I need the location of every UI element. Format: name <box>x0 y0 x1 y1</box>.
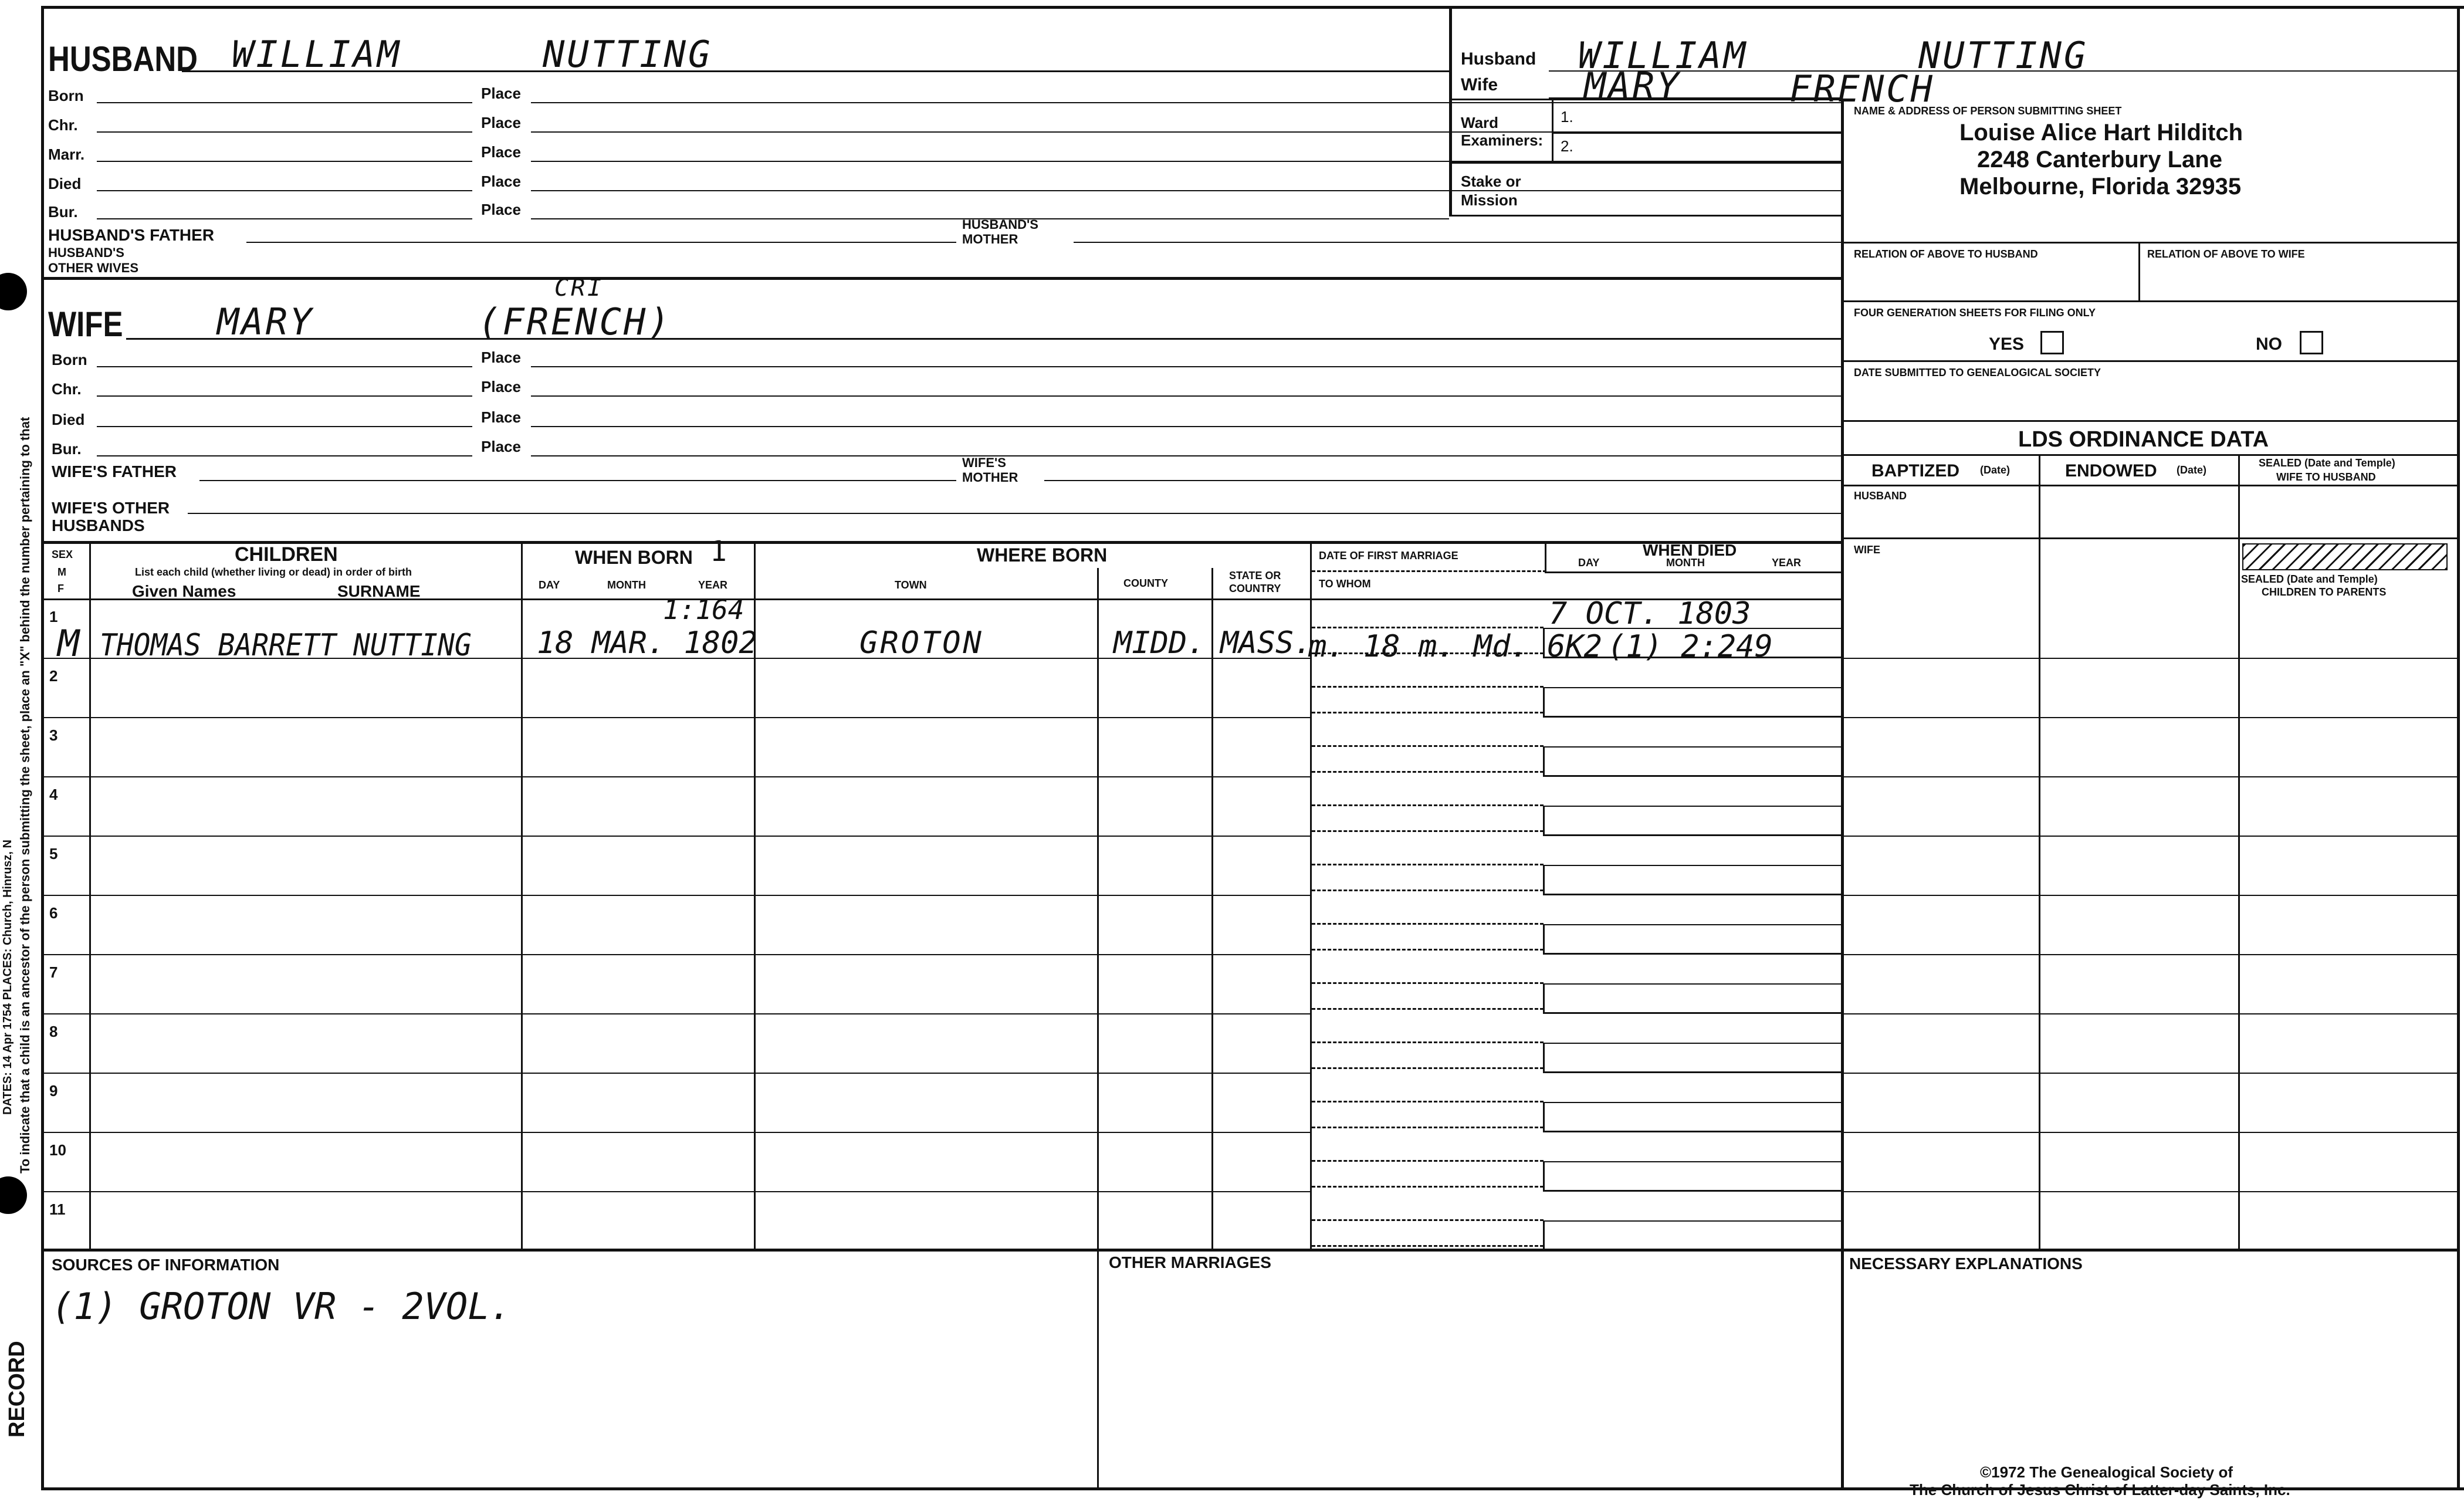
wife-chr-label: Chr. <box>52 380 82 398</box>
fourgen-label: FOUR GENERATION SHEETS FOR FILING ONLY <box>1854 307 2096 319</box>
wife-mother-line <box>1044 480 1842 481</box>
husband-section-end <box>41 277 1842 280</box>
ward-line-mid <box>1552 133 1842 134</box>
header-husband-given: WILLIAM <box>1578 34 1748 77</box>
lds-endowed-date: (Date) <box>2177 464 2207 476</box>
wife-other-husbands-line <box>188 513 1842 514</box>
sex-m: M <box>57 566 66 578</box>
lds-endowed: ENDOWED <box>2065 461 2157 481</box>
born-year-label: YEAR <box>698 579 728 591</box>
wife-place-label: Place <box>481 408 521 426</box>
wife-label: WIFE <box>48 305 123 344</box>
wife-father-label: WIFE'S FATHER <box>52 462 177 481</box>
lds-sealed-wife-2: WIFE TO HUSBAND <box>2276 471 2376 483</box>
submitter-name: Louise Alice Hart Hilditch <box>1959 120 2243 146</box>
died-top-line <box>1543 1161 1841 1162</box>
husband-label: HUSBAND <box>48 39 198 79</box>
submitter-label: NAME & ADDRESS OF PERSON SUBMITTING SHEET <box>1854 105 2122 117</box>
marriage-date-dash <box>1312 923 1544 925</box>
header-wife-label: Wife <box>1461 75 1498 94</box>
lds-top <box>1842 420 2458 422</box>
lds-husband-label: HUSBAND <box>1854 490 1907 502</box>
died-bracket-vertical <box>1543 1161 1545 1191</box>
husband-given-name: WILLIAM <box>232 33 402 76</box>
wife-event-date-line <box>97 395 472 397</box>
stake-label-1: Stake or <box>1461 173 1521 190</box>
wife-place-line <box>531 455 1842 456</box>
marriage-date-dash <box>1312 627 1544 628</box>
no-checkbox[interactable] <box>2300 331 2323 354</box>
wife-surname: (FRENCH) <box>478 300 672 343</box>
wife-father-line <box>199 480 956 481</box>
wife-place-line <box>531 366 1842 367</box>
born-month-label: MONTH <box>607 579 646 591</box>
sex-f: F <box>57 583 64 594</box>
marriage-date-dash <box>1312 864 1544 865</box>
child-row-number: 2 <box>49 667 58 685</box>
husband-event-date-line <box>97 102 472 103</box>
died-day-label: DAY <box>1578 557 1600 569</box>
lds-col-1 <box>2039 454 2040 1249</box>
given-names-label: Given Names <box>132 582 236 600</box>
state-label-1: STATE OR <box>1229 570 1281 581</box>
husband-other-wives-2: OTHER WIVES <box>48 261 139 275</box>
husband-chr-label: Chr. <box>48 116 78 134</box>
husband-bur-label: Bur. <box>48 203 78 221</box>
sources-text: (1) GROTON VR - 2VOL. <box>52 1285 512 1328</box>
copyright-1: ©1972 The Genealogical Society of <box>1980 1463 2233 1481</box>
header-ward-top <box>1449 99 1842 100</box>
died-bracket-line <box>1543 1190 1841 1192</box>
lds-baptized-date: (Date) <box>1980 464 2011 476</box>
table-row-line <box>41 1073 1311 1074</box>
husband-event-date-line <box>97 190 472 191</box>
marriage-spouse-dash <box>1312 890 1544 891</box>
submitter-street: 2248 Canterbury Lane <box>1977 147 2222 173</box>
marriage-date-dash <box>1312 1219 1544 1221</box>
died-top-line <box>1543 806 1841 807</box>
ward-divider <box>1552 100 1553 161</box>
lds-wife-top <box>1842 537 2458 539</box>
lds-row-line <box>1842 717 2458 718</box>
child-row-number: 7 <box>49 963 58 981</box>
died-bracket-vertical <box>1543 1043 1545 1073</box>
marriage-date-dash <box>1312 982 1544 984</box>
lds-sealed-wife-1: SEALED (Date and Temple) <box>2259 457 2395 469</box>
died-bracket-line <box>1543 1071 1841 1073</box>
marriage-date-dash <box>1312 1160 1544 1162</box>
child-row-number: 11 <box>49 1200 66 1218</box>
table-row-line <box>41 954 1311 955</box>
child-row-number: 4 <box>49 786 58 803</box>
died-bracket-line <box>1543 1131 1841 1132</box>
died-bracket-line <box>1543 834 1841 836</box>
child-row-number: 3 <box>49 726 58 744</box>
wife-bur-label: Bur. <box>52 440 82 458</box>
relation-top <box>1842 242 2458 243</box>
wife-event-date-line <box>97 426 472 427</box>
husband-place-label: Place <box>481 173 521 190</box>
table-row-line <box>41 717 1311 718</box>
stake-label-2: Mission <box>1461 191 1518 209</box>
marriage-spouse-dash <box>1312 1186 1544 1188</box>
header-husband-surname: NUTTING <box>1918 34 2089 77</box>
explanations-label: NECESSARY EXPLANATIONS <box>1849 1254 2083 1273</box>
first-marriage-dash <box>1312 570 1546 572</box>
bottom-section-top <box>41 1249 2458 1252</box>
died-bracket-vertical <box>1543 746 1545 776</box>
margin-dates: DATES: 14 Apr 1754 PLACES: Church, Hinrusz, N <box>1 840 14 1115</box>
children-note: List each child (whether living or dead) in order of birth <box>135 566 412 578</box>
lds-sealed-children-2: CHILDREN TO PARENTS <box>2262 586 2387 598</box>
marriage-spouse-dash <box>1312 1067 1544 1069</box>
child-row-number: 9 <box>49 1082 58 1100</box>
marriage-date-dash <box>1312 686 1544 688</box>
marriage-date-dash <box>1312 745 1544 747</box>
husband-born-label: Born <box>48 87 84 104</box>
died-bracket-line <box>1543 775 1841 777</box>
wife-place-label: Place <box>481 378 521 395</box>
died-top-line <box>1543 1220 1841 1222</box>
died-year-label: YEAR <box>1772 557 1802 569</box>
wife-given-name: MARY <box>217 300 314 343</box>
table-row-line <box>41 1132 1311 1133</box>
copyright-2: The Church of Jesus Christ of Latter-day Saints, Inc. <box>1910 1481 2290 1499</box>
header-wife-given: MARY <box>1584 65 1681 107</box>
col-county-right <box>1211 568 1213 1249</box>
wife-annotation: CRI <box>554 275 604 302</box>
yes-label: YES <box>1989 334 2025 354</box>
table-row-line <box>41 836 1311 837</box>
husband-event-date-line <box>97 218 472 219</box>
husband-mother-line <box>1074 242 1842 243</box>
yes-checkbox[interactable] <box>2040 331 2064 354</box>
died-top-line <box>1543 983 1841 985</box>
relation-husband-label: RELATION OF ABOVE TO HUSBAND <box>1854 248 2038 260</box>
lds-sealed-children-1: SEALED (Date and Temple) <box>2241 573 2378 585</box>
header-box-left <box>1449 6 1452 216</box>
town-label: TOWN <box>895 579 927 591</box>
date-submitted-label: DATE SUBMITTED TO GENEALOGICAL SOCIETY <box>1854 367 2101 378</box>
died-bracket-line <box>1543 716 1841 718</box>
child-1-name: THOMAS BARRETT NUTTING <box>100 628 472 663</box>
wife-place-line <box>531 426 1842 427</box>
husband-place-label: Place <box>481 114 521 131</box>
ward-examiner-1: 1. <box>1561 108 1573 126</box>
child-1-born-ref: 1:164 <box>663 594 744 625</box>
lds-baptized: BAPTIZED <box>1871 461 1959 481</box>
sources-label: SOURCES OF INFORMATION <box>52 1256 280 1274</box>
husband-event-date-line <box>97 161 472 162</box>
wife-mother-label-1: WIFE'S <box>962 455 1006 470</box>
right-column-divider <box>1841 99 1844 1489</box>
frame-top <box>41 6 2464 9</box>
died-bracket-line <box>1543 953 1841 955</box>
husband-surname: NUTTING <box>543 33 713 76</box>
punch-hole <box>0 273 27 310</box>
wife-event-date-line <box>97 366 472 367</box>
husband-place-line <box>531 190 1842 191</box>
died-bracket-vertical <box>1543 806 1545 836</box>
lds-row-line <box>1842 776 2458 777</box>
header-box-bottom <box>1449 215 1842 217</box>
marriage-spouse-dash <box>1312 1127 1544 1128</box>
lds-row-line <box>1842 658 2458 659</box>
datesub-top <box>1842 360 2458 362</box>
husband-father-line <box>246 242 956 243</box>
husband-place-label: Place <box>481 143 521 161</box>
ward-label-1: Ward <box>1461 114 1499 131</box>
husband-mother-label-2: MOTHER <box>962 232 1018 246</box>
died-bracket-vertical <box>1543 687 1545 717</box>
frame-left <box>41 6 44 1490</box>
margin-instruction: To indicate that a child is an ancestor of the person submitting the sheet, place an "X" behind the number pertaining to that <box>18 417 32 1173</box>
husband-died-label: Died <box>48 175 82 192</box>
sex-label: SEX <box>52 549 73 560</box>
husband-marr-label: Marr. <box>48 146 85 163</box>
marriage-spouse-dash <box>1312 830 1544 832</box>
when-born-note: 1 <box>710 535 729 568</box>
ward-examiner-2: 2. <box>1561 137 1573 155</box>
child-row-number: 5 <box>49 845 58 863</box>
header-husband-label: Husband <box>1461 49 1536 69</box>
child-row-number: 1 <box>49 608 58 625</box>
wife-place-label: Place <box>481 438 521 455</box>
lds-row-line <box>1842 1132 2458 1133</box>
husband-other-wives-1: HUSBAND'S <box>48 245 124 260</box>
ward-label-2: Examiners: <box>1461 131 1544 149</box>
relation-divider <box>2138 242 2140 300</box>
margin-record: RECORD <box>5 1341 29 1438</box>
surname-label: SURNAME <box>337 582 421 600</box>
child-1-county: MIDD. <box>1113 625 1206 661</box>
wife-place-line <box>531 395 1842 397</box>
lds-wife-label: WIFE <box>1854 544 1880 556</box>
lds-row-line <box>1842 1191 2458 1192</box>
frame-right <box>2457 6 2460 1490</box>
wife-other-husbands-2: HUSBANDS <box>52 516 145 535</box>
died-bracket-vertical <box>1543 924 1545 954</box>
table-row-line <box>41 1013 1311 1014</box>
lds-row-line <box>1842 895 2458 896</box>
wife-died-label: Died <box>52 411 85 428</box>
marriage-date-dash <box>1312 804 1544 806</box>
died-bracket-line <box>1543 894 1841 895</box>
child-1-born: 18 MAR. 1802 <box>537 625 757 661</box>
husband-place-label: Place <box>481 201 521 218</box>
col-marriage-right-head <box>1545 541 1546 571</box>
child-row-number: 8 <box>49 1023 58 1040</box>
marriage-spouse-dash <box>1312 949 1544 951</box>
col-town-right <box>1097 568 1099 1249</box>
hatched-area <box>2242 543 2448 570</box>
husband-place-label: Place <box>481 84 521 102</box>
husband-father-label: HUSBAND'S FATHER <box>48 226 215 244</box>
wife-born-label: Born <box>52 351 87 368</box>
when-died-head-line <box>1545 571 1841 573</box>
lds-row-line <box>1842 1073 2458 1074</box>
fourgen-top <box>1842 300 2458 302</box>
marriage-date-dash <box>1312 1041 1544 1043</box>
header-wife-surname: FRENCH <box>1789 67 1935 110</box>
table-row-line <box>41 776 1311 777</box>
table-row-line <box>41 1191 1311 1192</box>
died-top-line <box>1543 1043 1841 1044</box>
died-top-line <box>1543 924 1841 925</box>
when-died-label: WHEN DIED <box>1643 541 1737 559</box>
header-husband-line <box>1549 70 2458 72</box>
header-stake-top <box>1449 162 1842 164</box>
child-1-town: GROTON <box>859 625 984 661</box>
died-bracket-vertical <box>1543 1220 1545 1250</box>
died-month-label: MONTH <box>1666 557 1705 569</box>
other-marriages-label: OTHER MARRIAGES <box>1109 1253 1271 1271</box>
died-top-line <box>1543 1102 1841 1103</box>
wife-other-husbands-1: WIFE'S OTHER <box>52 499 170 517</box>
died-top-line <box>1543 687 1841 688</box>
wife-event-date-line <box>97 455 472 456</box>
submitter-city: Melbourne, Florida 32935 <box>1959 174 2242 199</box>
first-marriage-label: DATE OF FIRST MARRIAGE <box>1319 550 1458 562</box>
born-day-label: DAY <box>539 579 560 591</box>
punch-hole <box>0 1176 27 1214</box>
wife-mother-label-2: MOTHER <box>962 470 1018 485</box>
child-row-number: 6 <box>49 904 58 922</box>
child-1-died-ref: (1) 2:249 <box>1607 629 1773 664</box>
died-bracket-vertical <box>1543 983 1545 1013</box>
died-top-line <box>1543 865 1841 866</box>
wife-place-label: Place <box>481 349 521 366</box>
died-bracket-vertical <box>1543 1102 1545 1132</box>
marriage-date-dash <box>1312 1101 1544 1102</box>
husband-mother-label-1: HUSBAND'S <box>962 217 1038 232</box>
child-1-state: MASS. <box>1220 625 1312 661</box>
relation-wife-label: RELATION OF ABOVE TO WIFE <box>2147 248 2305 260</box>
table-row-line <box>41 895 1311 896</box>
lds-col-2 <box>2238 454 2240 1249</box>
when-born-label: WHEN BORN <box>575 547 693 568</box>
died-top-line <box>1543 746 1841 748</box>
where-born-label: WHERE BORN <box>977 544 1108 566</box>
no-label: NO <box>2256 334 2282 354</box>
to-whom-label: TO WHOM <box>1319 578 1371 590</box>
marriage-spouse-dash <box>1312 712 1544 713</box>
child-row-number: 10 <box>49 1141 66 1159</box>
lds-title: LDS ORDINANCE DATA <box>2018 427 2269 452</box>
child-1-sex: M <box>57 622 82 665</box>
marriage-spouse-dash <box>1312 1008 1544 1010</box>
husband-event-date-line <box>97 131 472 133</box>
marriage-spouse-dash <box>1312 1245 1544 1247</box>
marriage-spouse-dash <box>1312 771 1544 773</box>
other-marriages-divider <box>1097 1249 1099 1489</box>
lds-head-top <box>1842 454 2458 456</box>
child-1-died: 7 OCT. 1803 <box>1549 596 1751 631</box>
child-1-marriage: m. 18 m. Md. 6K2 <box>1308 629 1602 664</box>
wife-name-line <box>126 338 1842 340</box>
lds-row-line <box>1842 836 2458 837</box>
children-label: CHILDREN <box>235 543 338 566</box>
lds-row-line <box>1842 1013 2458 1014</box>
died-bracket-line <box>1543 1012 1841 1014</box>
lds-row-line <box>1842 954 2458 955</box>
died-bracket-vertical <box>1543 865 1545 895</box>
state-label-2: COUNTRY <box>1229 583 1281 594</box>
county-label: COUNTY <box>1123 577 1168 589</box>
lds-head-bottom <box>1842 485 2458 486</box>
